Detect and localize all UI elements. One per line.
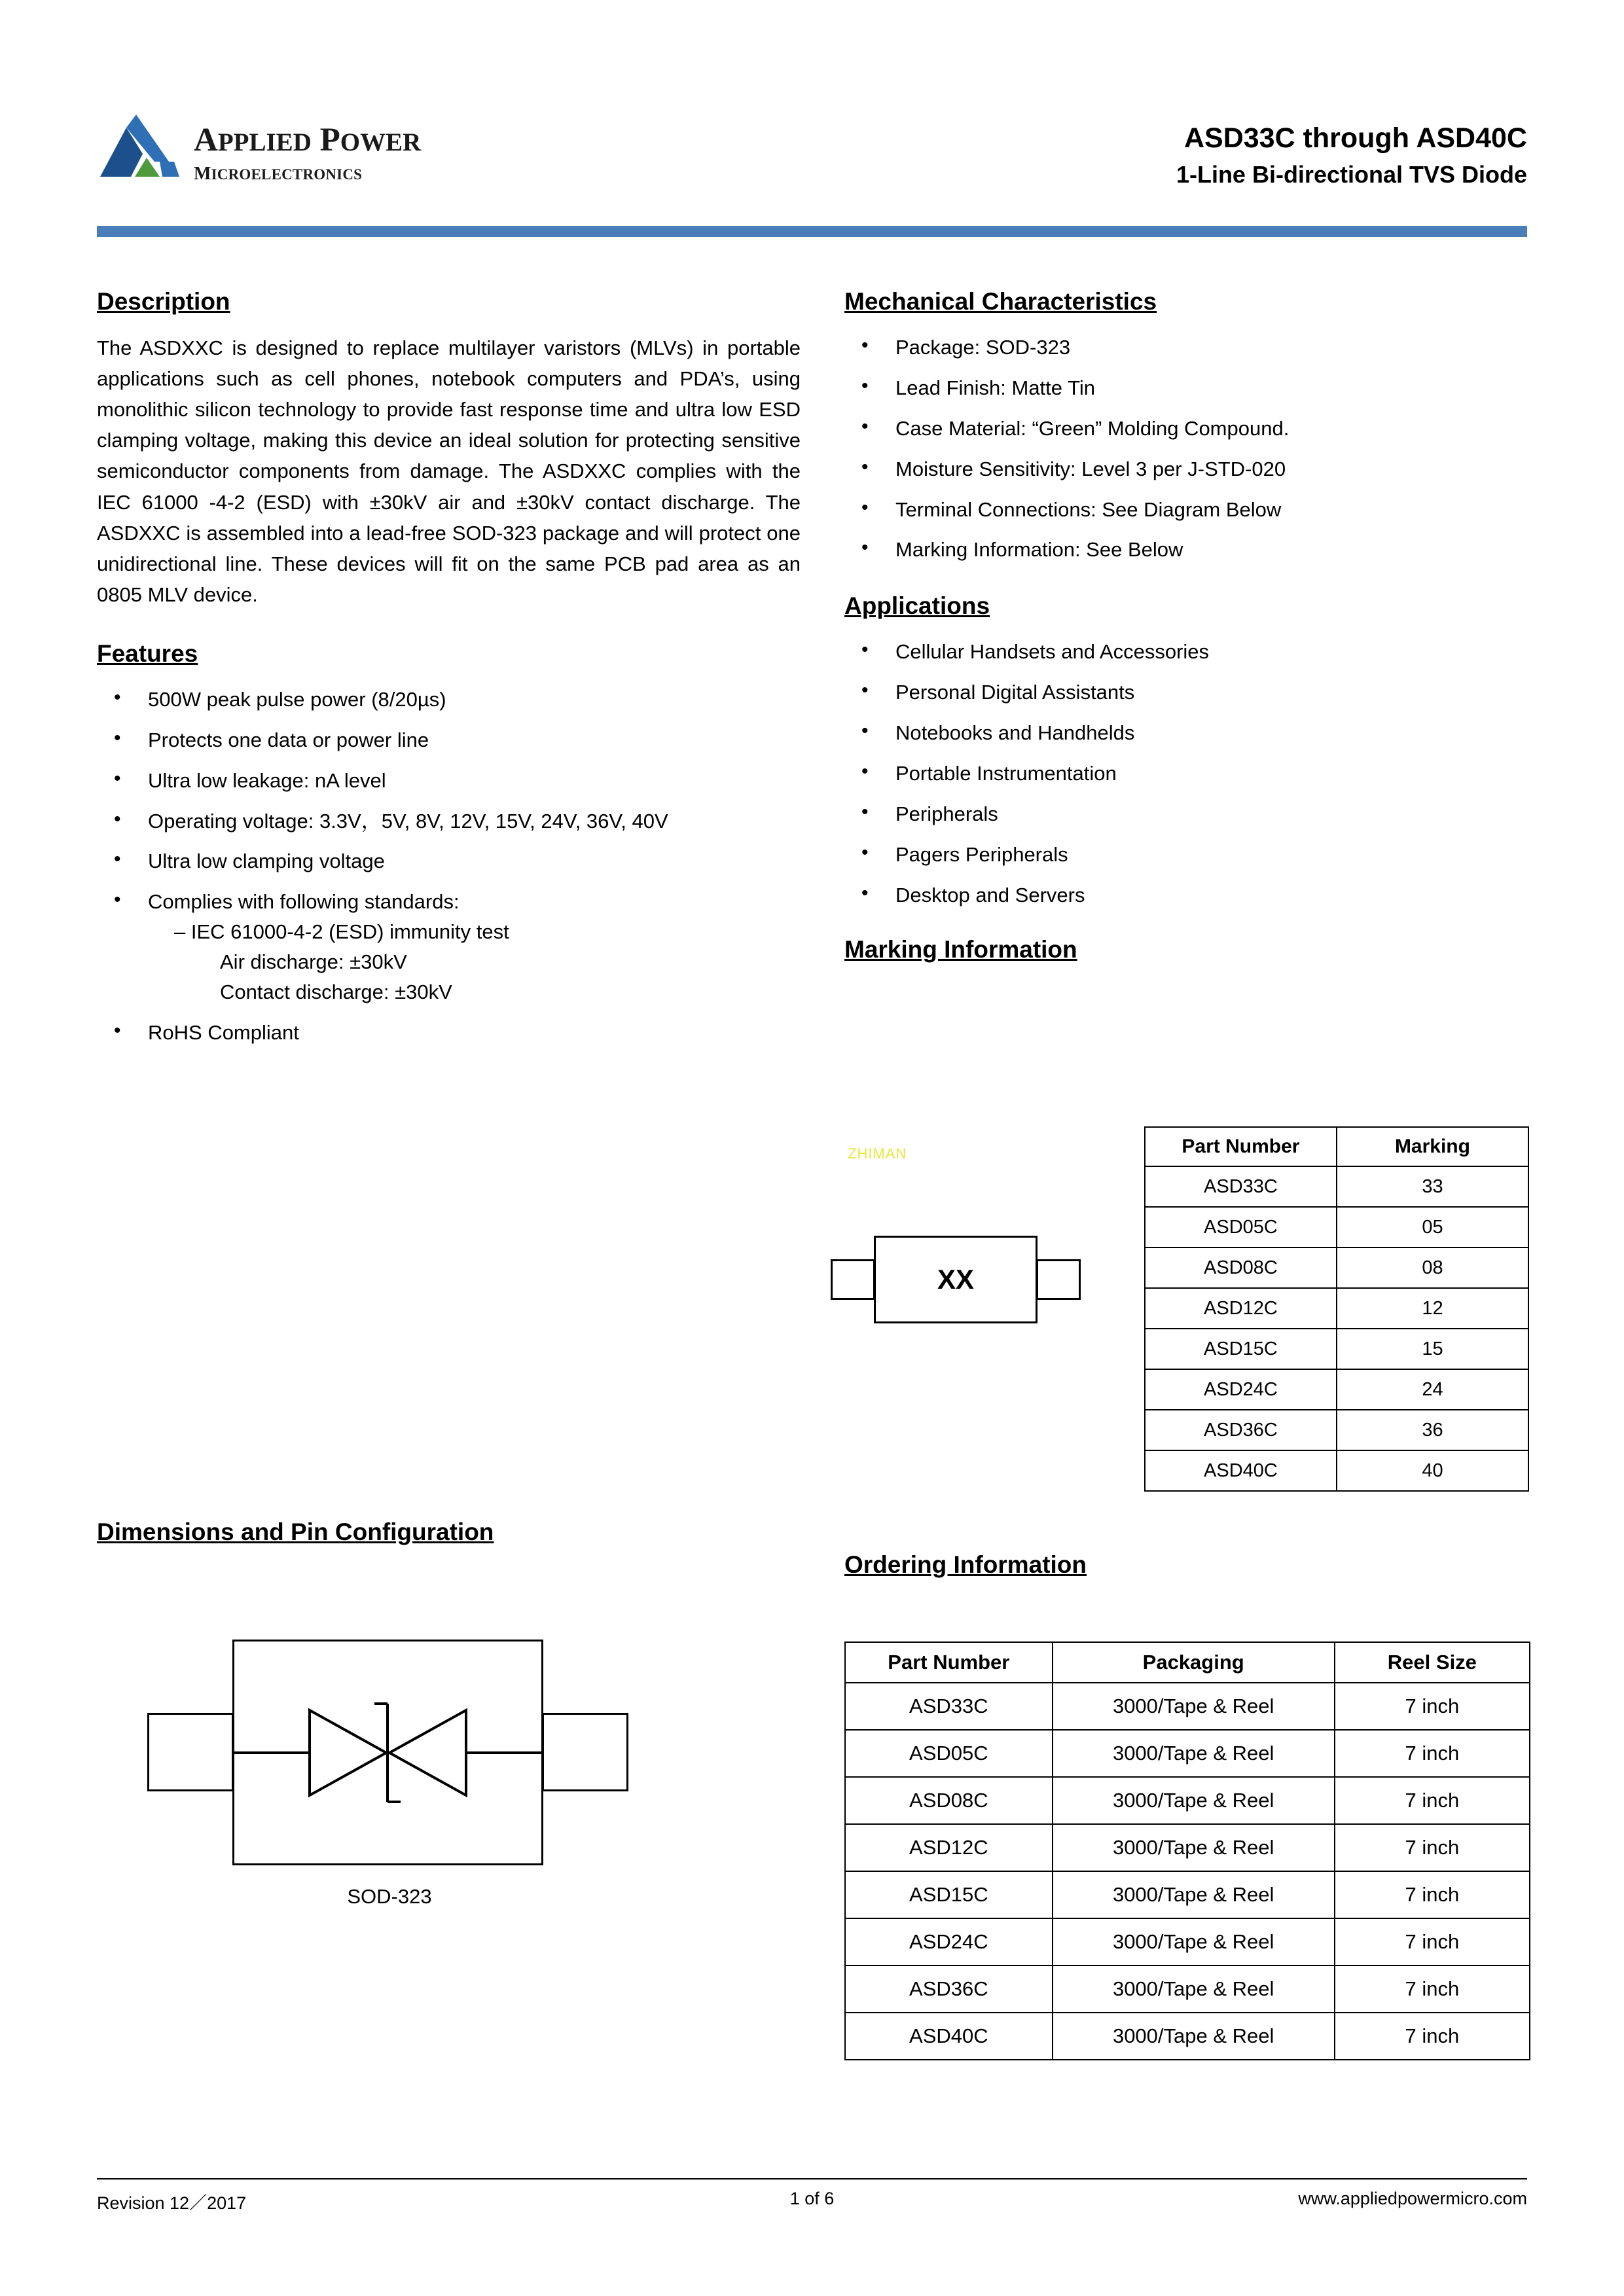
- header-titles: [1176, 121, 1527, 189]
- table-row: [845, 1918, 1530, 1965]
- table-row: [1145, 1207, 1528, 1247]
- column-header: Part Number: [1145, 1127, 1337, 1166]
- table-row: [845, 1824, 1530, 1871]
- bidirectional-tvs-symbol-icon: [234, 1641, 541, 1863]
- cell-part-number: ASD08C: [845, 1777, 1053, 1824]
- logo-line-microelectronics: MICROELECTRONICS: [194, 164, 363, 184]
- cell-part-number: ASD33C: [845, 1683, 1053, 1730]
- cell-reel-size: 7 inch: [1335, 1918, 1530, 1965]
- cell-packaging: 3000/Tape & Reel: [1053, 1871, 1335, 1918]
- left-column: [97, 288, 801, 1058]
- feature-sub-line: Air discharge: ±30kV: [220, 950, 407, 974]
- footer-revision: Revision 12／2017: [97, 2193, 247, 2213]
- logo-line-applied-power: APPLIED POWER: [194, 122, 422, 158]
- table-row: [1145, 1247, 1528, 1288]
- cell-reel-size: 7 inch: [1335, 2013, 1530, 2060]
- table-row: [1145, 1166, 1528, 1207]
- table-row: [845, 1965, 1530, 2013]
- cell-reel-size: 7 inch: [1335, 1730, 1530, 1777]
- table-row: [845, 1777, 1530, 1824]
- applications-list: [844, 637, 1530, 910]
- cell-reel-size: 7 inch: [1335, 1683, 1530, 1730]
- footer-website: www.appliedpowermicro.com: [1298, 2189, 1527, 2208]
- dimensions-heading: Dimensions and Pin Configuration: [97, 1518, 494, 1545]
- watermark-text: ZHIMAN: [848, 1145, 907, 1162]
- cell-part-number: ASD24C: [845, 1918, 1053, 1965]
- cell-packaging: 3000/Tape & Reel: [1053, 1683, 1335, 1730]
- table-row: [845, 2013, 1530, 2060]
- package-outline: [232, 1640, 543, 1865]
- table-row: [845, 1730, 1530, 1777]
- marking-information-table: [1144, 1126, 1529, 1492]
- cell-part-number: ASD36C: [845, 1965, 1053, 2013]
- table-header-row: [1145, 1127, 1528, 1166]
- cell-reel-size: 7 inch: [1335, 1965, 1530, 2013]
- cell-packaging: 3000/Tape & Reel: [1053, 1777, 1335, 1824]
- description-heading: Description: [97, 288, 230, 315]
- features-list: [97, 685, 801, 1048]
- cell-packaging: 3000/Tape & Reel: [1053, 2013, 1335, 2060]
- cell-part-number: ASD40C: [1145, 1450, 1337, 1491]
- applications-heading: Applications: [844, 592, 990, 620]
- table-row: [845, 1871, 1530, 1918]
- column-header: Marking: [1337, 1127, 1528, 1166]
- table-row: [1145, 1410, 1528, 1450]
- cell-marking: 40: [1337, 1450, 1528, 1491]
- table-row: [1145, 1369, 1528, 1410]
- cell-packaging: 3000/Tape & Reel: [1053, 1730, 1335, 1777]
- features-heading: Features: [97, 639, 198, 667]
- package-pin-right: [542, 1713, 628, 1791]
- cell-part-number: ASD15C: [845, 1871, 1053, 1918]
- cell-part-number: ASD15C: [1145, 1329, 1337, 1369]
- table-row: [1145, 1288, 1528, 1329]
- list-item: [97, 887, 801, 1007]
- cell-marking: 24: [1337, 1369, 1528, 1410]
- list-item: • Desktop and Servers: [844, 880, 1530, 910]
- list-item: • Protects one data or power line: [97, 725, 801, 755]
- cell-reel-size: 7 inch: [1335, 1824, 1530, 1871]
- list-item: • Portable Instrumentation: [844, 759, 1530, 789]
- package-pin-right: [1036, 1259, 1081, 1300]
- list-item-label: Complies with following standards:: [148, 890, 460, 914]
- cell-part-number: ASD12C: [1145, 1288, 1337, 1329]
- list-item: • Notebooks and Handhelds: [844, 718, 1530, 748]
- list-item: • Personal Digital Assistants: [844, 677, 1530, 708]
- cell-part-number: ASD08C: [1145, 1247, 1337, 1288]
- package-caption: SOD-323: [347, 1885, 432, 1908]
- cell-part-number: ASD36C: [1145, 1410, 1337, 1450]
- pin-configuration-diagram: [147, 1623, 664, 1908]
- cell-reel-size: 7 inch: [1335, 1777, 1530, 1824]
- cell-packaging: 3000/Tape & Reel: [1053, 1824, 1335, 1871]
- cell-packaging: 3000/Tape & Reel: [1053, 1965, 1335, 2013]
- cell-part-number: ASD24C: [1145, 1369, 1337, 1410]
- list-item: • Operating voltage: 3.3V，5V, 8V, 12V, 15V, 24V, 36V, 40V: [97, 806, 801, 836]
- ordering-information-table: [844, 1641, 1530, 2060]
- marking-package-diagram: [818, 1145, 1093, 1342]
- cell-marking: 05: [1337, 1207, 1528, 1247]
- page-title: ASD33C through ASD40C: [1183, 122, 1527, 154]
- cell-marking: 15: [1337, 1329, 1528, 1369]
- cell-marking: 08: [1337, 1247, 1528, 1288]
- list-item: • Peripherals: [844, 799, 1530, 829]
- footer-divider: [97, 2178, 1527, 2179]
- list-item: • Cellular Handsets and Accessories: [844, 637, 1530, 667]
- footer-page-number: 1 of 6: [789, 2189, 835, 2208]
- list-item: • RoHS Compliant: [97, 1018, 801, 1048]
- table-row: [1145, 1450, 1528, 1491]
- logo-wordmark: [194, 115, 421, 185]
- cell-packaging: 3000/Tape & Reel: [1053, 1918, 1335, 1965]
- cell-part-number: ASD12C: [845, 1824, 1053, 1871]
- cell-marking: 12: [1337, 1288, 1528, 1329]
- feature-sub-line: Contact discharge: ±30kV: [220, 980, 452, 1003]
- logo-mark-icon: [97, 115, 182, 190]
- column-header: Packaging: [1053, 1642, 1335, 1683]
- marking-information-heading: Marking Information: [844, 936, 1077, 963]
- list-item: • Ultra low clamping voltage: [97, 846, 801, 876]
- list-item: • Moisture Sensitivity: Level 3 per J-STD-020: [844, 454, 1530, 484]
- package-pin-left: [831, 1259, 875, 1300]
- page-header: [97, 115, 1527, 239]
- feature-sub-line: – IEC 61000-4-2 (ESD) immunity test: [174, 920, 509, 944]
- table-row: [1145, 1329, 1528, 1369]
- description-body: The ASDXXC is designed to replace multilayer varistors (MLVs) in portable applications such as cell phones, notebook computers and PDA’s, using monolithic silicon technology to provide fast response time and ultra low ESD clamping voltage, making this device an ideal solution for protecting sensitive semiconductor components from damage. The ASDXXC complies with the IEC 61000 -4-2 (ESD) with ±30kV air and ±30kV contact discharge. The ASDXXC is assembled into a lead-free SOD-323 package and will protect one unidirectional line. These devices will fit on the same PCB pad area as an 0805 MLV device.: [97, 336, 801, 606]
- cell-part-number: ASD05C: [1145, 1207, 1337, 1247]
- list-item: • Ultra low leakage: nA level: [97, 766, 801, 796]
- column-header: Part Number: [845, 1642, 1053, 1683]
- list-item: • 500W peak pulse power (8/20µs): [97, 685, 801, 715]
- column-header: Reel Size: [1335, 1642, 1530, 1683]
- cell-part-number: ASD05C: [845, 1730, 1053, 1777]
- table-header-row: [845, 1642, 1530, 1683]
- mechanical-heading: Mechanical Characteristics: [844, 288, 1157, 315]
- package-body: XX: [874, 1236, 1038, 1323]
- page-subtitle: 1-Line Bi-directional TVS Diode: [1176, 160, 1527, 188]
- right-column: [844, 288, 1530, 980]
- list-item: • Package: SOD-323: [844, 332, 1530, 363]
- list-item: • Marking Information: See Below: [844, 535, 1530, 565]
- list-item: • Terminal Connections: See Diagram Below: [844, 495, 1530, 525]
- cell-part-number: ASD33C: [1145, 1166, 1337, 1207]
- package-pin-left: [147, 1713, 234, 1791]
- cell-reel-size: 7 inch: [1335, 1871, 1530, 1918]
- list-item: • Case Material: “Green” Molding Compound.: [844, 414, 1530, 444]
- list-item: • Pagers Peripherals: [844, 840, 1530, 870]
- header-divider: [97, 226, 1527, 237]
- table-row: [845, 1683, 1530, 1730]
- company-logo: [97, 115, 421, 190]
- cell-marking: 36: [1337, 1410, 1528, 1450]
- ordering-information-heading: Ordering Information: [844, 1551, 1087, 1578]
- mechanical-list: [844, 332, 1530, 565]
- cell-marking: 33: [1337, 1166, 1528, 1207]
- cell-part-number: ASD40C: [845, 2013, 1053, 2060]
- list-item: • Lead Finish: Matte Tin: [844, 373, 1530, 403]
- ordering-information-heading-wrap: [844, 1551, 1087, 1579]
